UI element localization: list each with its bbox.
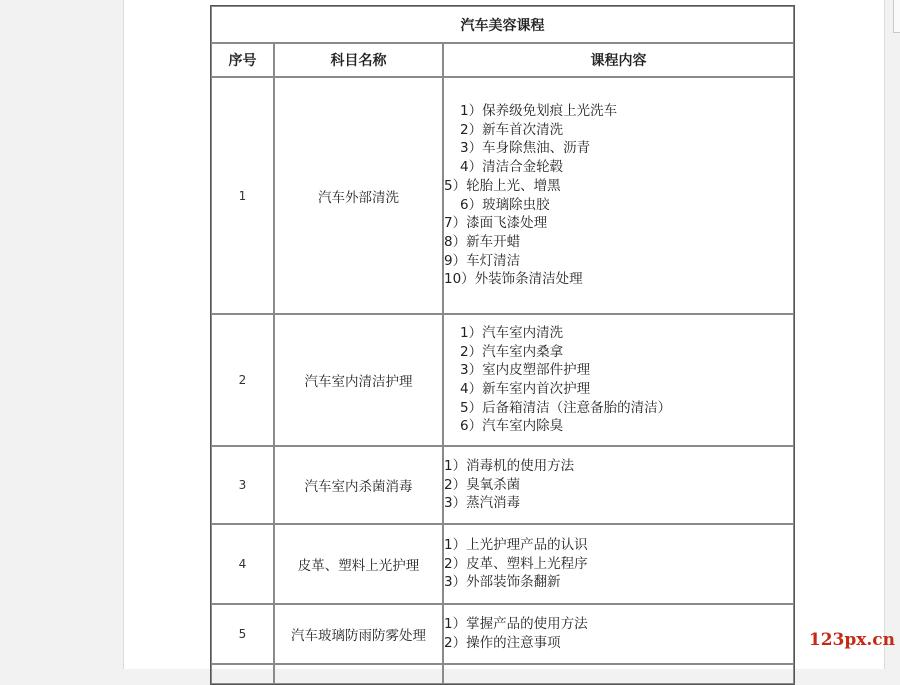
content-list <box>444 536 793 592</box>
row-content <box>443 446 794 524</box>
table-title-row <box>211 6 794 43</box>
list-item: 2）新车首次清洗 <box>460 121 564 138</box>
table-row <box>211 446 794 524</box>
list-item: 8）新车开蜡 <box>444 233 521 250</box>
row-number: 3 <box>211 446 274 524</box>
row-number: 1 <box>211 77 274 314</box>
table-row-partial <box>211 664 794 684</box>
content-list <box>444 457 793 513</box>
row-subject: 汽车室内杀菌消毒 <box>274 446 443 524</box>
list-item: 1）消毒机的使用方法 <box>444 457 575 474</box>
table-row <box>211 524 794 604</box>
row-number: 5 <box>211 604 274 664</box>
row-content <box>443 314 794 446</box>
site-watermark: 123px.cn <box>808 630 895 650</box>
list-item: 2）操作的注意事项 <box>444 635 561 651</box>
row-subject <box>274 664 443 684</box>
content-list <box>444 324 793 436</box>
table-row <box>211 314 794 446</box>
list-item: 9）车灯清洁 <box>444 252 521 269</box>
list-item: 3）外部装饰条翻新 <box>444 574 561 591</box>
header-no: 序号 <box>211 43 274 77</box>
row-subject: 汽车室内清洁护理 <box>274 314 443 446</box>
row-subject: 汽车玻璃防雨防雾处理 <box>274 604 443 664</box>
list-item: 4）清洁合金轮毂 <box>460 159 564 176</box>
list-item: 3）车身除焦油、沥青 <box>460 140 591 157</box>
table-row <box>211 77 794 314</box>
list-item: 2）皮革、塑料上光程序 <box>444 555 588 572</box>
page-corner-marker <box>893 0 900 33</box>
table-title: 汽车美容课程 <box>211 6 794 43</box>
list-item: 6）汽车室内除臭 <box>460 418 564 435</box>
list-item: 1）保养级免划痕上光洗车 <box>460 102 618 119</box>
course-table <box>210 5 795 685</box>
row-content <box>443 604 794 664</box>
row-number: 2 <box>211 314 274 446</box>
list-item: 3）室内皮塑部件护理 <box>460 362 591 379</box>
list-item: 1）掌握产品的使用方法 <box>444 616 588 633</box>
list-item: 7）漆面飞漆处理 <box>444 215 548 232</box>
list-item: 3）蒸汽消毒 <box>444 495 521 512</box>
header-subject: 科目名称 <box>274 43 443 77</box>
list-item: 5）后备箱清洁（注意备胎的清洁） <box>460 399 672 416</box>
content-list <box>444 615 793 652</box>
list-item: 1）汽车室内清洗 <box>460 324 564 341</box>
row-number <box>211 664 274 684</box>
row-content <box>443 524 794 604</box>
header-content: 课程内容 <box>443 43 794 77</box>
list-item: 10）外装饰条清洁处理 <box>444 271 583 288</box>
content-list <box>444 102 793 289</box>
list-item: 5）轮胎上光、增黑 <box>444 177 561 194</box>
list-item: 4）新车室内首次护理 <box>460 381 591 397</box>
row-number: 4 <box>211 524 274 604</box>
row-subject: 皮革、塑料上光护理 <box>274 524 443 604</box>
list-item: 2）汽车室内桑拿 <box>460 343 564 360</box>
row-content <box>443 664 794 684</box>
list-item: 1）上光护理产品的认识 <box>444 536 588 553</box>
row-subject: 汽车外部清洗 <box>274 77 443 314</box>
list-item: 6）玻璃除虫胶 <box>460 196 550 213</box>
table-row <box>211 604 794 664</box>
table-header-row <box>211 43 794 77</box>
list-item: 2）臭氧杀菌 <box>444 476 521 493</box>
row-content <box>443 77 794 314</box>
